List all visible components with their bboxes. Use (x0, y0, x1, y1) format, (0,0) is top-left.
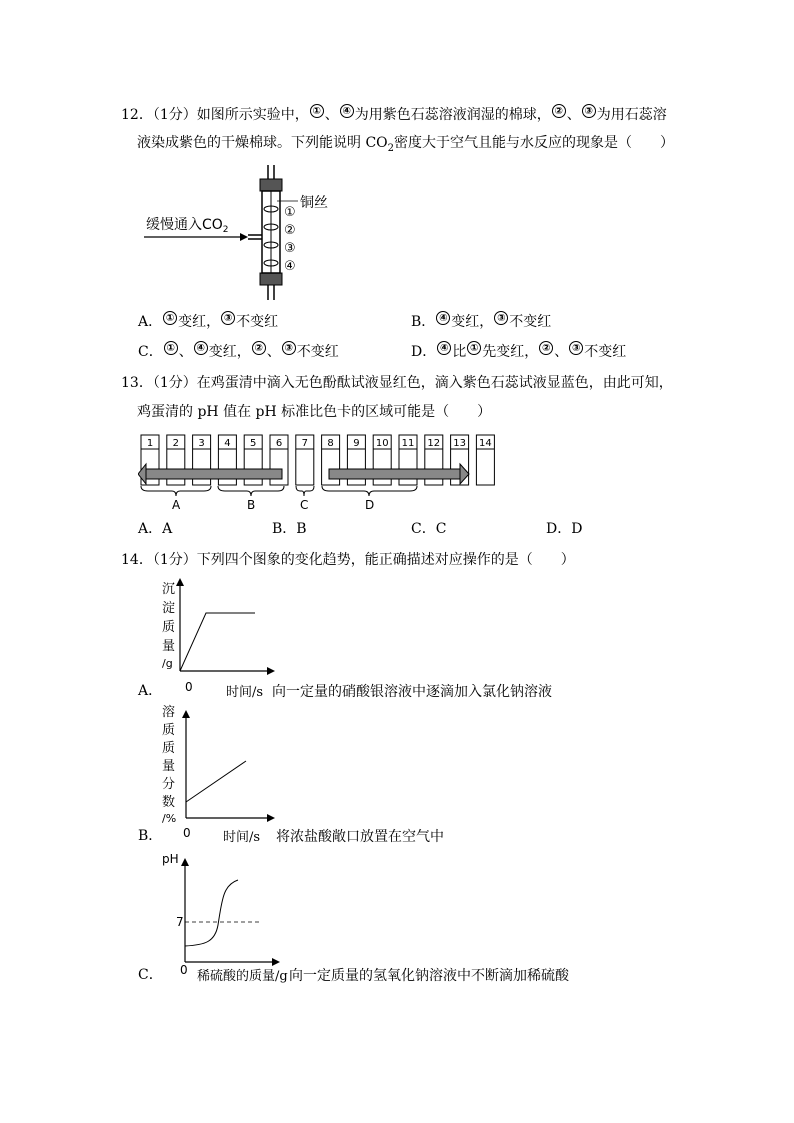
circled-num: ② (252, 341, 266, 355)
q14-option-b-caption: 将浓盐酸敞口放置在空气中 (276, 829, 444, 845)
graph-b-origin: 0 (183, 826, 191, 840)
ph-cell-label: 11 (401, 438, 415, 449)
circled-num: ③ (221, 311, 235, 325)
ph-cell-label: 14 (479, 438, 492, 449)
group-label-b: B (247, 498, 256, 512)
circled-num: ① (163, 311, 177, 325)
svg-text:量: 量 (162, 759, 176, 774)
ph-cell-label: 3 (198, 438, 205, 449)
q13-line1: 13．（1分）在鸡蛋清中滴入无色酚酞试液显红色，滴入紫色石蕊试液显蓝色，由此可知， (121, 375, 673, 391)
svg-text:质: 质 (162, 723, 176, 738)
circled-num: ④ (194, 341, 208, 355)
svg-text:/g: /g (162, 657, 173, 670)
q12-prefix: 12．（1分）如图所示实验中， (121, 107, 309, 123)
graph-c-origin: 0 (180, 963, 188, 977)
option-text: 不变红 (236, 314, 279, 330)
circled-num: ① (467, 341, 481, 355)
co2-apparatus-figure (140, 165, 360, 300)
group-label-d: D (365, 498, 375, 512)
q12-sep: 、 (324, 107, 339, 123)
svg-text:溶: 溶 (162, 705, 176, 720)
q14-line1: 14．（1分）下列四个图象的变化趋势，能正确描述对应操作的是（ ） (121, 552, 575, 568)
q12-line2 (137, 133, 674, 159)
ph-cell-label: 13 (453, 438, 466, 449)
svg-text:质: 质 (162, 741, 176, 756)
graph-c-xlabel: 稀硫酸的质量/g (197, 969, 288, 984)
circled-num: ④ (436, 311, 450, 325)
q12-line1 (121, 104, 667, 125)
q12-line2b: 密度大于空气且能与水反应的现象是（ ） (394, 135, 675, 151)
option-text: 先变红， (482, 344, 539, 360)
wire-label: 铜丝 (300, 195, 328, 211)
graph-c-tick7: 7 (176, 915, 184, 929)
q12-mid1: 为用紫色石蕊溶液润湿的棉球， (354, 107, 551, 123)
circled-num: ③ (569, 341, 583, 355)
ph-cell-label: 8 (327, 438, 334, 449)
group-label-c: C (300, 498, 309, 512)
q14-option-c-caption: 向一定质量的氢氧化钠溶液中不断滴加稀硫酸 (289, 968, 569, 984)
circled-num: ③ (494, 311, 508, 325)
option-letter: D． (411, 344, 437, 360)
q13-option-d[interactable]: D．D (546, 521, 583, 537)
q12-line2a: 液染成紫色的干燥棉球。下列能说明 CO (137, 135, 388, 151)
q14-option-c-letter[interactable]: C． (138, 967, 163, 983)
graph-a-origin: 0 (185, 680, 193, 694)
q14-option-b-letter[interactable]: B． (138, 828, 163, 844)
ph-cell-label: 1 (146, 438, 154, 449)
circled-num: ① (164, 341, 178, 355)
q13-line2: 鸡蛋清的 pH 值在 pH 标准比色卡的区域可能是（ ） (137, 404, 492, 420)
graph-b (155, 700, 275, 840)
svg-text:沉: 沉 (162, 582, 176, 597)
ph-cell-label: 9 (353, 438, 360, 449)
ph-cell-label: 4 (224, 438, 231, 449)
svg-text:量: 量 (162, 639, 176, 654)
q14-option-a-letter[interactable]: A． (138, 683, 163, 699)
option-sep: 、 (266, 344, 281, 360)
option-text: 不变红 (584, 344, 627, 360)
circled-num: ③ (282, 341, 296, 355)
option-text: 变红， (451, 314, 494, 330)
q12-mid2: 为用石蕊溶 (596, 107, 667, 123)
svg-text:淀: 淀 (162, 601, 176, 616)
circled-num: ② (539, 341, 553, 355)
ball-label-4: ④ (284, 259, 296, 274)
circled-3: ③ (582, 104, 596, 118)
graph-a-ylabel (162, 582, 175, 670)
q12-option-a[interactable] (138, 311, 278, 332)
group-label-a: A (172, 498, 181, 512)
graph-c (160, 850, 280, 978)
graph-c-ylabel: pH (162, 852, 179, 866)
option-sep: 、 (178, 344, 193, 360)
q12-sub: 2 (387, 142, 395, 154)
ball-label-3: ③ (284, 241, 296, 256)
ball-label-1: ① (284, 205, 296, 220)
ph-cell-label: 6 (275, 438, 283, 449)
q12-option-b[interactable] (411, 311, 551, 332)
option-text: 比 (452, 344, 467, 360)
q14-option-a-caption: 向一定量的硝酸银溶液中逐滴加入氯化钠溶液 (272, 684, 552, 700)
ph-cell-label: 7 (301, 438, 308, 449)
ball-label-2: ② (284, 223, 296, 238)
option-sep: 、 (554, 344, 569, 360)
option-letter: A． (138, 314, 163, 330)
ph-cell-label: 2 (172, 438, 179, 449)
graph-a (155, 578, 275, 694)
option-text: 变红， (208, 344, 251, 360)
svg-text:分: 分 (162, 777, 176, 792)
ph-cell-label: 12 (427, 438, 441, 449)
inlet-label: 缓慢通入$CO_2$ (146, 217, 229, 235)
option-text: 变红， (178, 314, 221, 330)
option-text: 不变红 (296, 344, 339, 360)
q13-option-b[interactable]: B．B (272, 521, 307, 537)
circled-4: ④ (340, 104, 354, 118)
option-text: 不变红 (509, 314, 552, 330)
circled-num: ④ (437, 341, 451, 355)
circled-2: ② (552, 104, 566, 118)
option-letter: C． (138, 344, 163, 360)
graph-a-xlabel: 时间/s (226, 685, 264, 700)
q13-option-a[interactable]: A．A (138, 521, 173, 537)
option-letter: B． (411, 314, 436, 330)
q13-option-c[interactable]: C．C (411, 521, 447, 537)
ph-cell-label: 10 (375, 438, 389, 449)
graph-b-xlabel: 时间/s (223, 830, 261, 845)
svg-text:质: 质 (162, 620, 176, 635)
svg-text:数: 数 (162, 795, 176, 810)
ph-cell-label: 5 (250, 438, 257, 449)
q12-option-c[interactable] (138, 341, 339, 362)
q12-sep: 、 (566, 107, 581, 123)
svg-text:/%: /% (162, 812, 177, 825)
ph-scale-figure (138, 430, 500, 515)
circled-1: ① (310, 104, 324, 118)
q12-option-d[interactable] (411, 341, 626, 362)
graph-b-ylabel (162, 704, 176, 825)
